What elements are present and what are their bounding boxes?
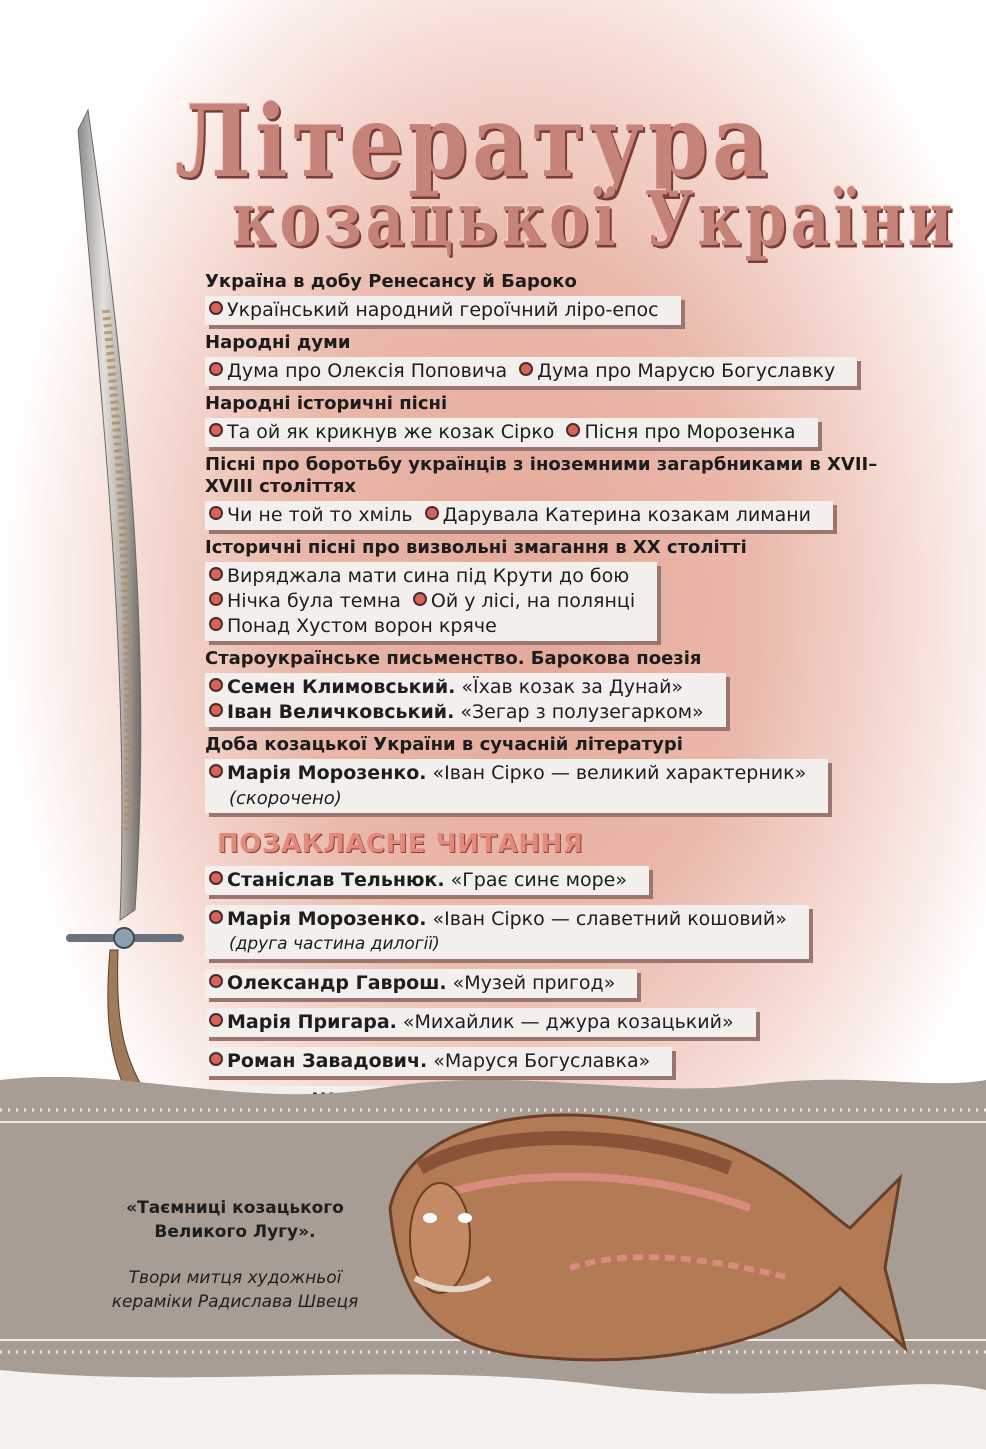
- work-title: Дарувала Катерина козакам лимани: [442, 504, 812, 526]
- extra-reading-item: [205, 905, 809, 959]
- bullet-icon: [566, 423, 580, 437]
- bullet-icon: [425, 506, 439, 520]
- bullet-icon: [209, 1052, 223, 1066]
- extra-reading-item: [205, 969, 637, 998]
- section-heading: Доба козацької України в сучасній літературі: [205, 734, 683, 755]
- bullet-icon: [209, 423, 223, 437]
- item-row: [209, 564, 647, 589]
- item-row: [209, 614, 647, 639]
- section-items: [205, 418, 818, 447]
- work-title: «Маруся Богуславка»: [433, 1050, 651, 1072]
- author-name: Марія Морозенко.: [227, 762, 427, 784]
- item-row: [209, 761, 818, 786]
- bullet-icon: [209, 592, 223, 606]
- section-items: [205, 296, 681, 325]
- caption-sub-line-2: кераміки Радислава Швеця: [111, 1292, 359, 1312]
- bullet-icon: [209, 617, 223, 631]
- list-item: [209, 615, 497, 637]
- section-items: [205, 357, 857, 386]
- extra-reading-item: [205, 866, 649, 895]
- work-title: Та ой як крикнув же козак Сірко: [227, 421, 555, 443]
- list-item: [209, 1050, 650, 1072]
- item-row: [209, 420, 808, 445]
- section-heading: Староукраїнське письменство. Барокова поезія: [205, 648, 702, 669]
- caption-sub-line-1: Твори митця художньої: [128, 1268, 342, 1288]
- work-title: «Зегар з полузегарком»: [460, 701, 704, 723]
- list-item: [209, 972, 615, 994]
- item-row: [209, 359, 847, 384]
- sabre-illustration: [60, 90, 210, 1120]
- section-heading: Народні історичні пісні: [205, 393, 448, 414]
- bullet-icon: [209, 362, 223, 376]
- bullet-icon: [209, 871, 223, 885]
- list-item: [519, 360, 835, 382]
- bullet-icon: [209, 678, 223, 692]
- bullet-icon: [209, 764, 223, 778]
- work-title: «Михайлик — джура козацький»: [402, 1011, 734, 1033]
- list-item: [566, 421, 795, 443]
- section-items: [205, 562, 657, 641]
- item-note: (скорочено): [229, 788, 342, 809]
- bullet-icon: [209, 506, 223, 520]
- work-title: Дума про Олексія Поповича: [227, 360, 508, 382]
- bullet-icon: [209, 910, 223, 924]
- work-title: «Їхав козак за Дунай»: [461, 676, 684, 698]
- author-name: Роман Завадович.: [227, 1050, 428, 1072]
- author-name: Олександр Гаврош.: [227, 972, 447, 994]
- bullet-icon: [209, 703, 223, 717]
- list-item: [209, 360, 507, 382]
- author-name: Марія Морозенко.: [227, 908, 427, 930]
- list-item: [425, 504, 811, 526]
- bullet-icon: [209, 567, 223, 581]
- work-title: Виряджала мати сина під Крути до бою: [227, 565, 630, 587]
- section-heading: Пісні про боротьбу українців з іноземними загарбниками в XVII–XVIII століттях: [205, 454, 878, 497]
- section-items: [205, 501, 833, 530]
- extra-reading-heading: ПОЗАКЛАСНЕ ЧИТАННЯ: [217, 829, 584, 859]
- bullet-icon: [209, 974, 223, 988]
- item-note: (друга частина дилогії): [229, 934, 440, 954]
- work-title: «Іван Сірко — славетний кошовий»: [432, 908, 787, 930]
- item-row: [209, 589, 647, 614]
- ceramic-fish-sculpture: [370, 1088, 910, 1388]
- section-items: [205, 759, 828, 813]
- bullet-icon: [209, 1013, 223, 1027]
- list-item: [209, 1011, 734, 1033]
- author-name: Іван Величковський.: [227, 701, 455, 723]
- section-heading: Народні думи: [205, 332, 351, 353]
- section-items: [205, 673, 726, 727]
- section-heading: Історичні пісні про визвольні змагання в XX столітті: [205, 537, 747, 558]
- item-row: [209, 700, 716, 725]
- image-caption: [80, 1196, 390, 1314]
- work-title: Чи не той то хміль: [227, 504, 413, 526]
- list-item: [413, 590, 635, 612]
- list-item: [209, 299, 659, 321]
- author-name: Семен Климовський.: [227, 676, 456, 698]
- section-heading: Україна в добу Ренесансу й Бароко: [205, 271, 577, 292]
- bullet-icon: [413, 592, 427, 606]
- caption-title-line-1: «Таємниці козацького: [126, 1198, 344, 1218]
- author-name: Марія Пригара.: [227, 1011, 397, 1033]
- work-title: Дума про Марусю Богуславку: [537, 360, 836, 382]
- list-item: [209, 504, 413, 526]
- contents-list: [205, 268, 885, 1161]
- bullet-icon: [209, 301, 223, 315]
- list-item: [209, 421, 554, 443]
- extra-reading-item: [205, 1008, 756, 1037]
- work-title: Ой у лісі, на полянці: [430, 590, 636, 612]
- bullet-icon: [519, 362, 533, 376]
- work-title: «Музей пригод»: [452, 972, 616, 994]
- work-title: Український народний героїчний ліро-епос: [227, 299, 659, 321]
- work-title: Понад Хустом ворон кряче: [227, 615, 497, 637]
- work-title: Пісня про Морозенка: [584, 421, 796, 443]
- list-item: [209, 908, 787, 930]
- title-line-2: козацької України: [232, 176, 957, 264]
- list-item: [209, 565, 629, 587]
- list-item: [209, 762, 806, 784]
- caption-title-line-2: Великого Лугу».: [154, 1222, 316, 1242]
- work-title: «Грає синє море»: [450, 869, 627, 891]
- list-item: [209, 676, 683, 698]
- list-item: [209, 590, 401, 612]
- list-item: [209, 701, 704, 723]
- title-line-1: Література: [175, 84, 772, 201]
- item-row: [209, 298, 671, 323]
- list-item: [209, 869, 627, 891]
- author-name: Станіслав Тельнюк.: [227, 869, 445, 891]
- work-title: Нічка була темна: [227, 590, 401, 612]
- item-row: [209, 675, 716, 700]
- item-row: [209, 503, 823, 528]
- work-title: «Іван Сірко — великий характерник»: [432, 762, 807, 784]
